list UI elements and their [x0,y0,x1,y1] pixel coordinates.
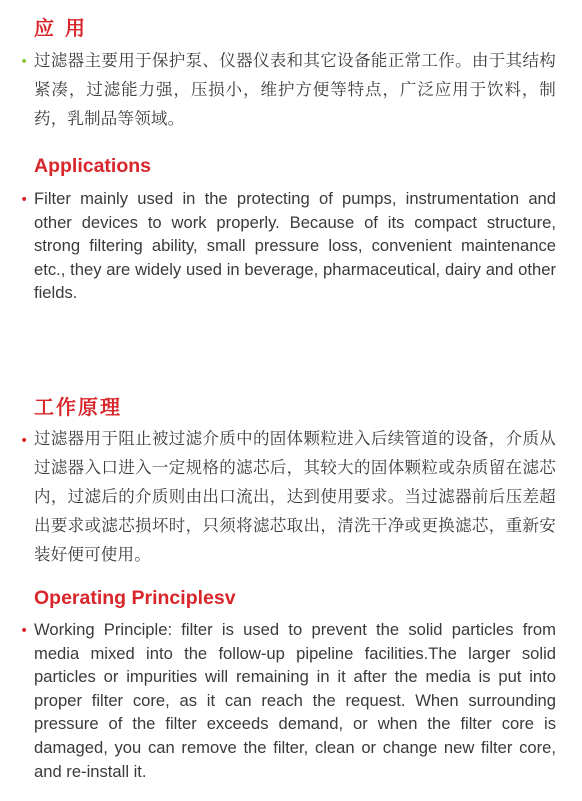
bullet-icon: • [20,54,29,70]
applications-en-text: Filter mainly used in the protecting of pumps, instrumentation and other devices to work properly. Because of its compact structure, strong filtering ability, small pressure loss, convenient maintenance etc., they are widely used in beverage, pharmaceutical, dairy and other fields. [34,189,556,303]
principle-en-title: Operating Principlesv [34,587,236,609]
bullet-icon: • [20,192,29,208]
principle-cn-text: 过滤器用于阻止被过滤介质中的固体颗粒进入后续管道的设备，介质从过滤器入口进入一定规格的滤芯后，其较大的固体颗粒或杂质留在滤芯内，过滤后的介质则由出口流出，达到使用要求。当过滤器前后压差超出要求或滤芯损坏时，只须将滤芯取出，清洗干净或更换滤芯，重新安装好便可使用。 [34,429,556,564]
applications-cn-title: 应 用 [34,16,87,40]
bullet-icon: • [20,623,29,639]
principle-cn-title: 工作原理 [34,395,122,419]
bullet-icon: • [20,433,29,449]
applications-cn-text: 过滤器主要用于保护泵、仪器仪表和其它设备能正常工作。由于其结构紧凑，过滤能力强，压损小，维护方便等特点，广泛应用于饮料，制药，乳制品等领域。 [34,51,556,128]
principle-en-text: Working Principle: filter is used to prevent the solid particles from media mixed into the follow-up pipeline facilities.The larger solid particles or impurities will remaining in it after the media is put into proper filter core, as it can reach the request. When surrounding pressure of the filter exceeds demand, or when the filter core is damaged, you can remove the filter, clean or change new filter core, and re-install it. [34,620,556,781]
applications-en-title: Applications [34,155,152,177]
